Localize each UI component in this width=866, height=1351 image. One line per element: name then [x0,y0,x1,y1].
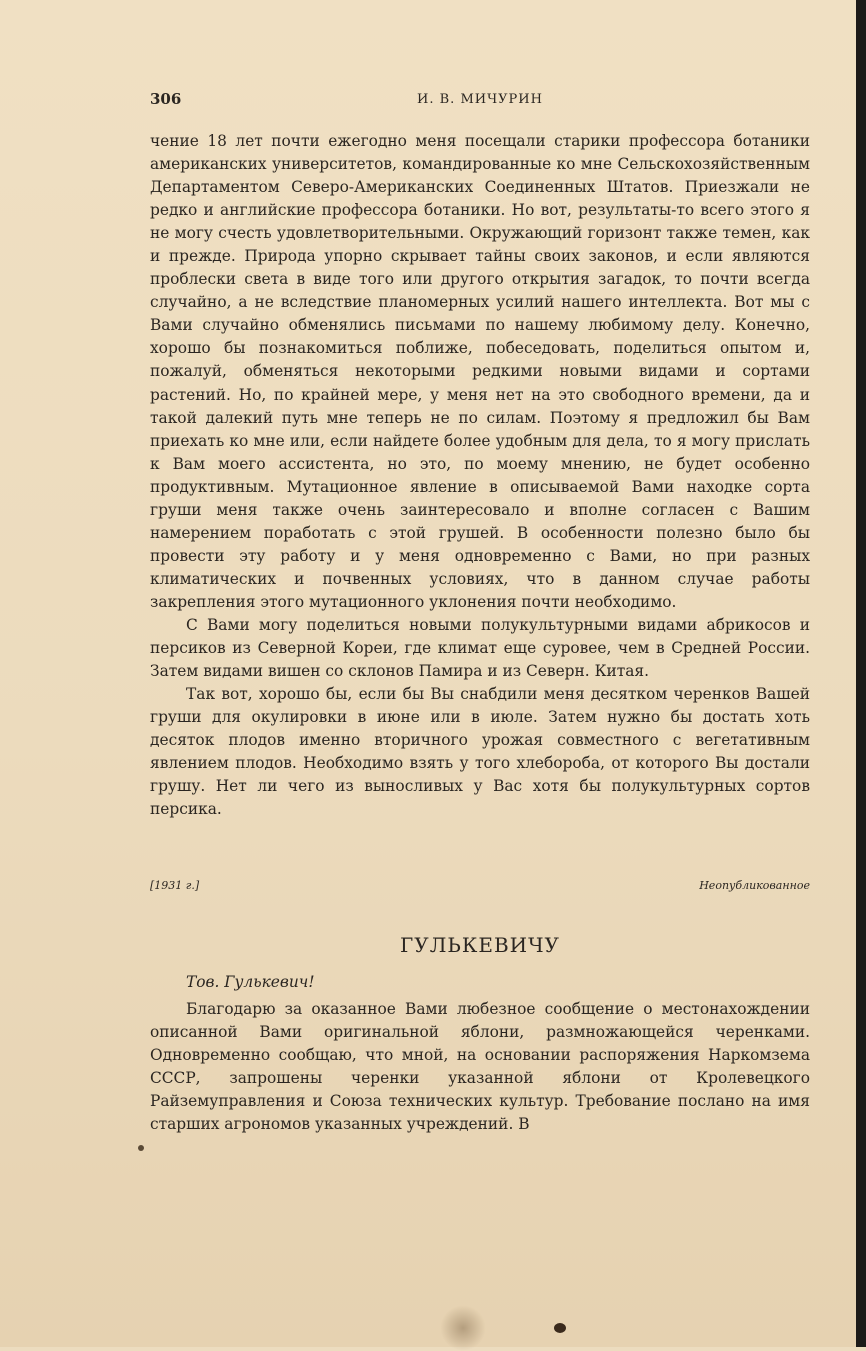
page-stain [440,1305,486,1351]
letter-date: [1931 г.] [150,879,200,892]
salutation: Тов. Гулькевич! [186,973,315,991]
page-number: 306 [150,90,182,108]
main-text [150,130,810,821]
paragraph: Так вот, хорошо бы, если бы Вы снабдили меня десятком черенков Вашей груши для окулировки в июне или в июле. Затем нужно бы достать хоть десяток плодов именно вторичного урожая совместного с вегетативным явлением плодов. Необходимо взять у того хлебороба, от которого Вы достали грушу. Нет ли чего из выносливых у Вас хотя бы полукультурных сортов персика. [150,685,810,819]
publication-status: Неопубликованное [699,879,810,892]
paragraph: С Вами могу поделиться новыми полукультурными видами абрикосов и персиков из Северной Кореи, где климат еще суровее, чем в Средней России. Затем видами вишен со склонов Памира и из Северн. Китая. [150,615,810,681]
scan-edge [856,0,866,1347]
ink-dot [138,1145,144,1151]
running-head [150,90,810,110]
letter-title: ГУЛЬКЕВИЧУ [400,933,560,957]
paragraph-continued: чение 18 лет почти ежегодно меня посещали старики профессора ботаники американских университетов, командированные ко мне Сельскохозяйственным Департаментом Северо-Американских Соединенных Штатов. Приезжали не редко и английские профессора ботаники. Но вот, результаты-то всего этого я не могу счесть удовлетворительными. Окружающий горизонт также темен, как и прежде. Природа упорно скрывает тайны своих законов, и если являются проблески света в виде того или другого открытия загадок, то почти всегда случайно, а не вследствие планомерных усилий нашего интеллекта. Вот мы с Вами случайно обменялись письмами по нашему любимому делу. Конечно, хорошо бы познакомиться поближе, побеседовать, поделиться опытом и, пожалуй, обменяться некоторыми редкими новыми видами и сортами растений. Но, по крайней мере, у меня нет на это свободного времени, да и такой далекий путь мне теперь не по силам. Поэтому я предложил бы Вам приехать ко мне или, если найдете более удобным для дела, то я могу прислать к Вам моего ассистента, но это, по моему мнению, не будет особенно продуктивным. Мутационное явление в описываемой Вами находке сорта груши меня также очень заинтересовало и вполне согласен с Вашим намерением поработать с этой грушей. В особенности полезно было бы провести эту работу и у меня одновременно с Вами, но при разных климатических и почвенных условиях, что в данном случае работы закрепления этого мутационного уклонения почти необходимо. [150,132,810,611]
running-title: И. В. МИЧУРИН [417,92,543,107]
letter-footer [150,879,810,897]
ink-spot [554,1323,566,1333]
letter-body: Благодарю за оказанное Вами любезное сообщение о местонахождении описанной Вами оригинальной яблони, размножающейся черенками. Одновременно сообщаю, что мной, на основании распоряжения Наркомзема СССР, запрошены черенки указанной яблони от Кролевецкого Райземуправления и Союза технических культур. Требование послано на имя старших агрономов указанных учреждений. В [150,1000,810,1134]
